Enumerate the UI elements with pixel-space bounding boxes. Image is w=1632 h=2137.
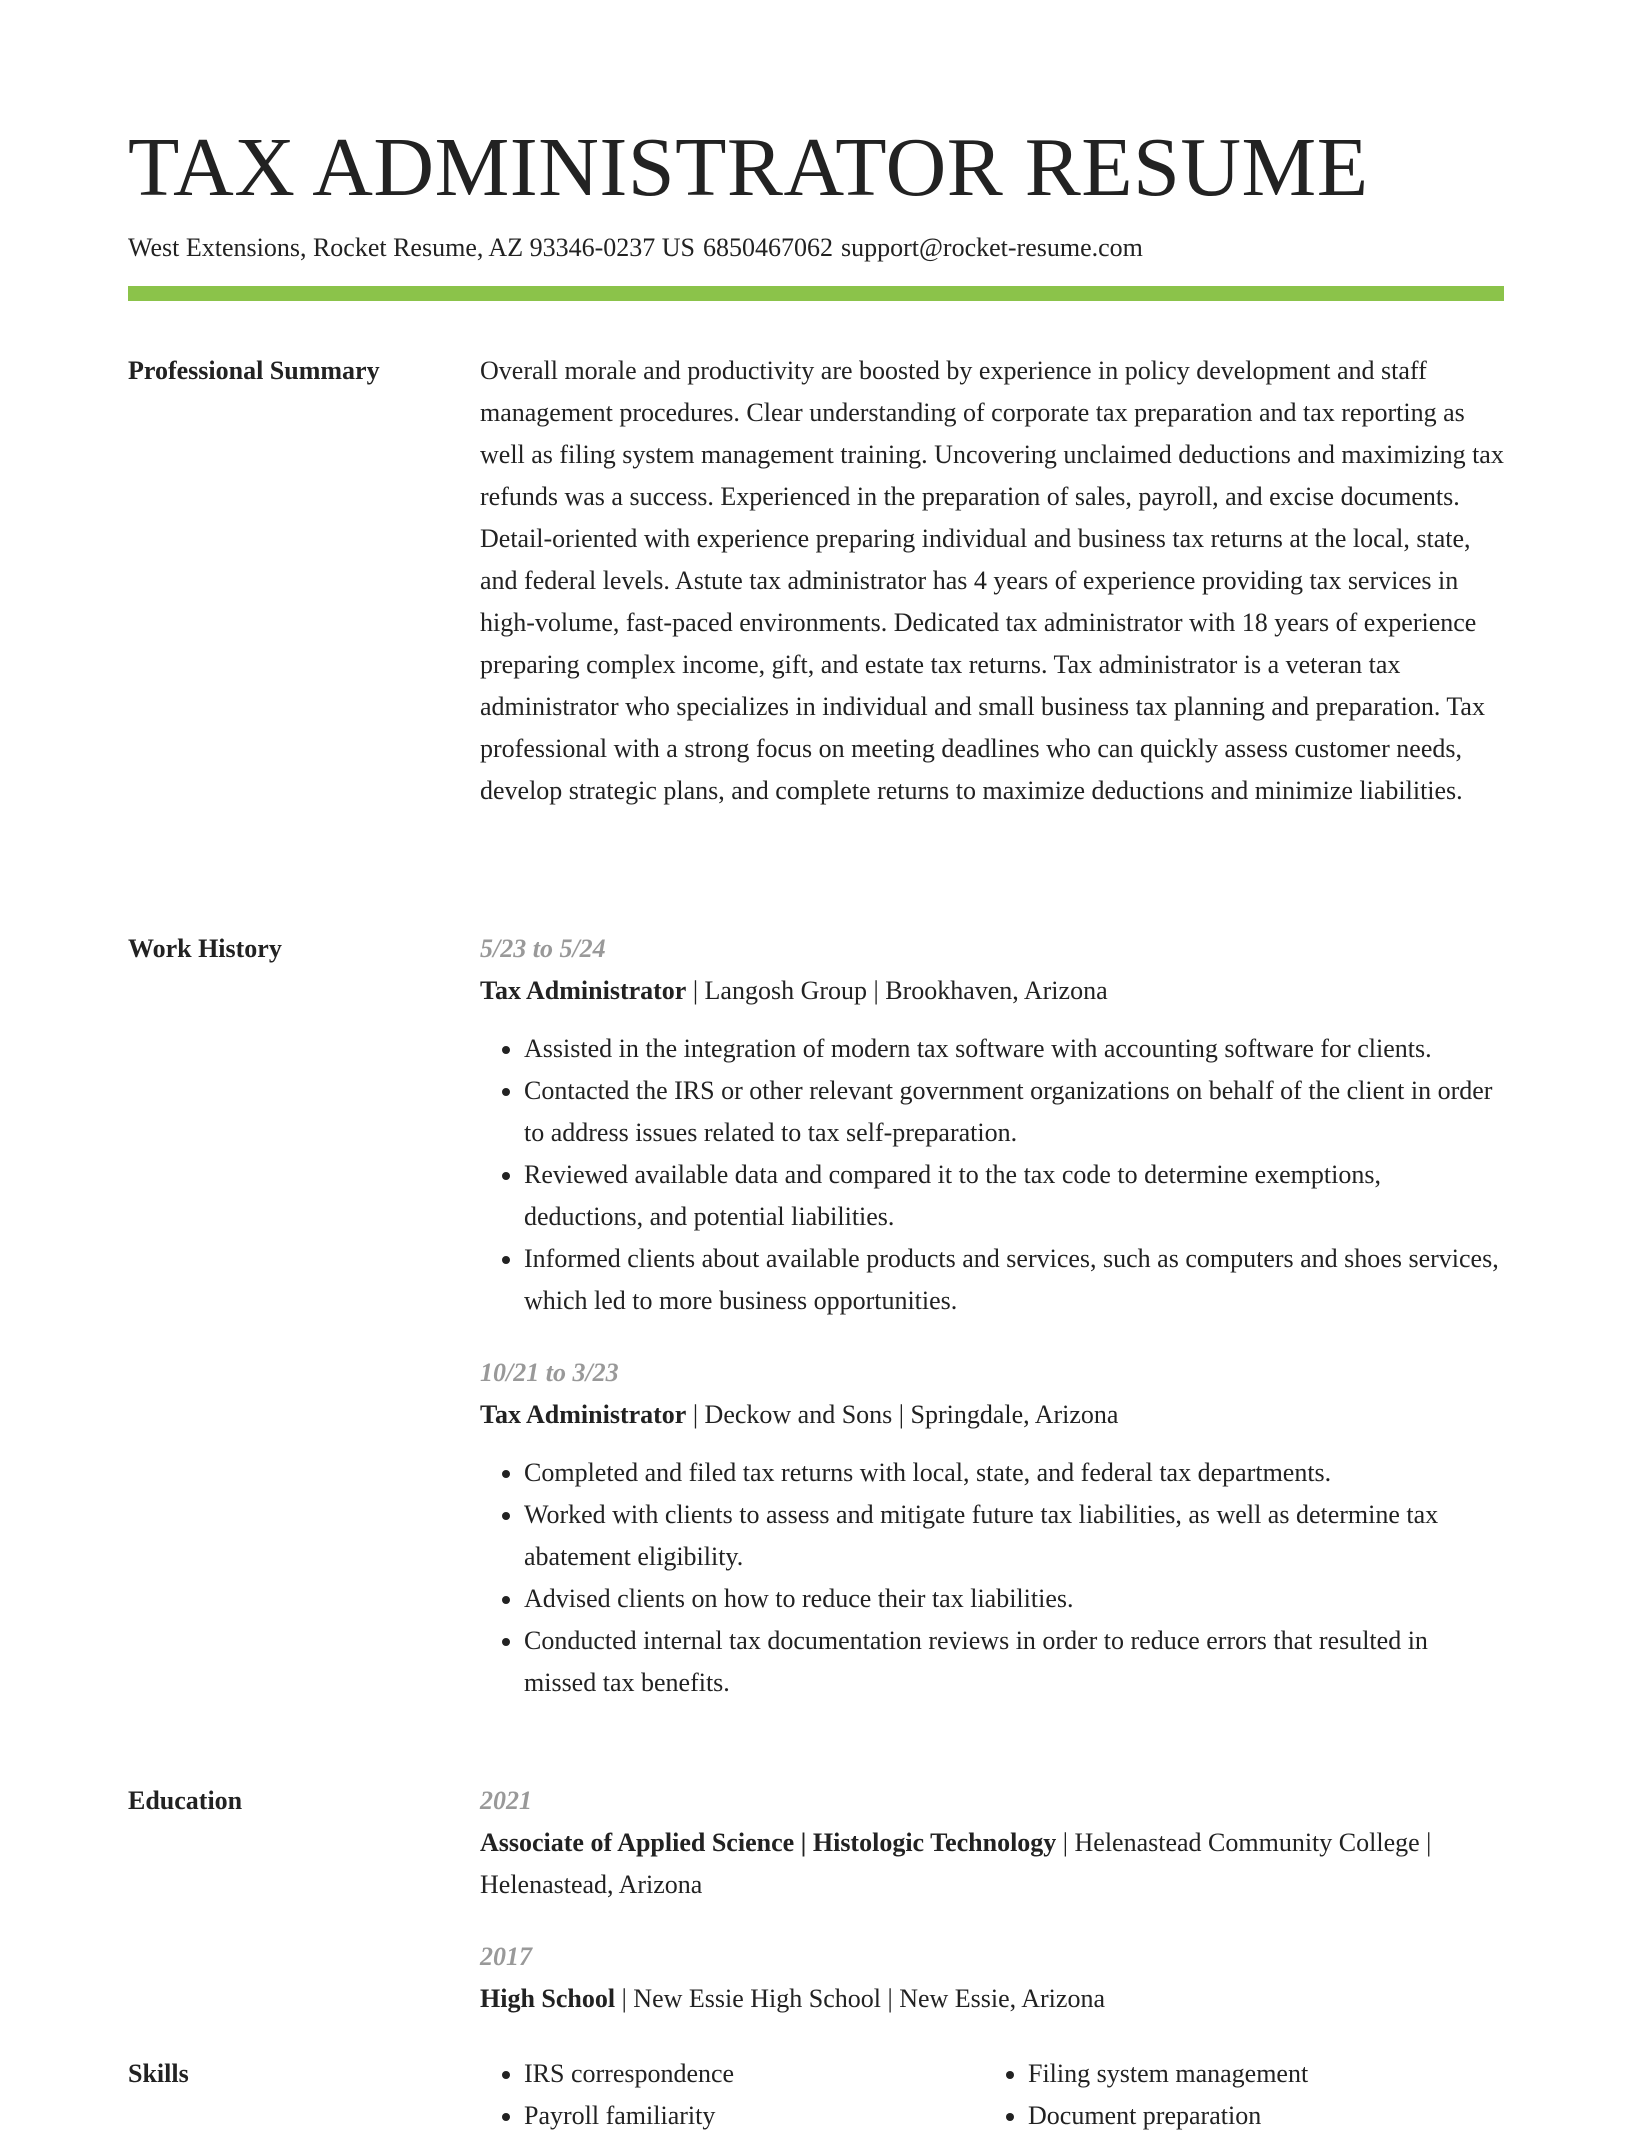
contact-email: support@rocket-resume.com bbox=[840, 233, 1143, 262]
job-dates: 5/23 to 5/24 bbox=[480, 934, 606, 963]
contact-line bbox=[128, 230, 1504, 266]
contact-phone: 6850467062 bbox=[702, 233, 833, 262]
job-dates: 10/21 to 3/23 bbox=[480, 1358, 619, 1387]
job-details: | Deckow and Sons | Springdale, Arizona bbox=[686, 1400, 1119, 1429]
job-bullet: • Assisted in the integration of modern tax software with accounting software for clients. bbox=[524, 1028, 1504, 1070]
job-title: Tax Administrator bbox=[480, 1400, 687, 1429]
education-year: 2021 bbox=[480, 1786, 532, 1815]
education-details: | New Essie High School | New Essie, Arizona bbox=[615, 1984, 1105, 2013]
job-title: Tax Administrator bbox=[480, 976, 687, 1005]
education-details: | Helenastead Community College | Helenastead, Arizona bbox=[480, 1828, 1432, 1899]
skills-columns bbox=[480, 2053, 1504, 2137]
skill-item: • Filing system management bbox=[1028, 2053, 1488, 2095]
education-entry bbox=[480, 1936, 1504, 2020]
education-line bbox=[480, 1822, 1504, 1906]
job-bullet: • Completed and filed tax returns with local, state, and federal tax departments. bbox=[524, 1452, 1504, 1494]
job-role-line bbox=[480, 1394, 1504, 1436]
skills-list-right bbox=[984, 2053, 1488, 2137]
education-degree: High School bbox=[480, 1984, 616, 2013]
job-bullet: • Contacted the IRS or other relevant government organizations on behalf of the client in order to address issues related to tax self-preparation. bbox=[524, 1070, 1504, 1154]
skill-item: • Payroll familiarity bbox=[524, 2095, 984, 2137]
summary-text: Overall morale and productivity are boosted by experience in policy development and staff management procedures. Clear understanding of corporate tax preparation and tax reporting as well as filing system management training. Uncovering unclaimed deductions and maximizing tax refunds was a success. Experienced in the preparation of sales, payroll, and excise documents. Detail-oriented with experience preparing individual and business tax returns at the local, state, and federal levels. Astute tax administrator has 4 years of experience providing tax services in high-volume, fast-paced environments. Dedicated tax administrator with 18 years of experience preparing complex income, gift, and estate tax returns. Tax administrator is a veteran tax administrator who specializes in individual and small business tax planning and preparation. Tax professional with a strong focus on meeting deadlines who can quickly assess customer needs, develop strategic plans, and complete returns to maximize deductions and minimize liabilities. bbox=[480, 356, 1504, 805]
resume-header bbox=[128, 118, 1504, 266]
job-bullet: • Conducted internal tax documentation reviews in order to reduce errors that resulted in missed tax benefits. bbox=[524, 1620, 1504, 1704]
job-bullet: • Informed clients about available products and services, such as computers and shoes services, which led to more business opportunities. bbox=[524, 1238, 1504, 1322]
skill-item: • IRS correspondence bbox=[524, 2053, 984, 2095]
job-bullet: • Reviewed available data and compared it to the tax code to determine exemptions, deductions, and potential liabilities. bbox=[524, 1154, 1504, 1238]
work-history-body bbox=[480, 928, 1504, 1734]
skill-item: • Document preparation bbox=[1028, 2095, 1488, 2137]
education-line bbox=[480, 1978, 1504, 2020]
contact-address: West Extensions, Rocket Resume, AZ 93346-0237 US bbox=[128, 233, 695, 262]
job-bullets bbox=[480, 1028, 1504, 1322]
job-role-line bbox=[480, 970, 1504, 1012]
skills-label: Skills bbox=[128, 2059, 189, 2088]
education-degree: Associate of Applied Science | Histologic Technology bbox=[480, 1828, 1057, 1857]
resume-title: TAX ADMINISTRATOR RESUME bbox=[128, 121, 1369, 214]
skills-list-left bbox=[480, 2053, 984, 2137]
education-year: 2017 bbox=[480, 1942, 532, 1971]
summary-body bbox=[480, 350, 1504, 812]
work-history-label: Work History bbox=[128, 934, 282, 963]
education-entry bbox=[480, 1780, 1504, 1906]
job-entry bbox=[480, 1352, 1504, 1704]
job-details: | Langosh Group | Brookhaven, Arizona bbox=[686, 976, 1108, 1005]
job-bullets bbox=[480, 1452, 1504, 1704]
education-body bbox=[480, 1780, 1504, 2050]
summary-label: Professional Summary bbox=[128, 356, 380, 385]
education-label: Education bbox=[128, 1786, 243, 1815]
header-divider bbox=[128, 286, 1504, 301]
skills-body bbox=[480, 2053, 1504, 2137]
job-bullet: • Worked with clients to assess and mitigate future tax liabilities, as well as determine tax abatement eligibility. bbox=[524, 1494, 1504, 1578]
job-bullet: • Advised clients on how to reduce their tax liabilities. bbox=[524, 1578, 1504, 1620]
job-entry bbox=[480, 928, 1504, 1322]
